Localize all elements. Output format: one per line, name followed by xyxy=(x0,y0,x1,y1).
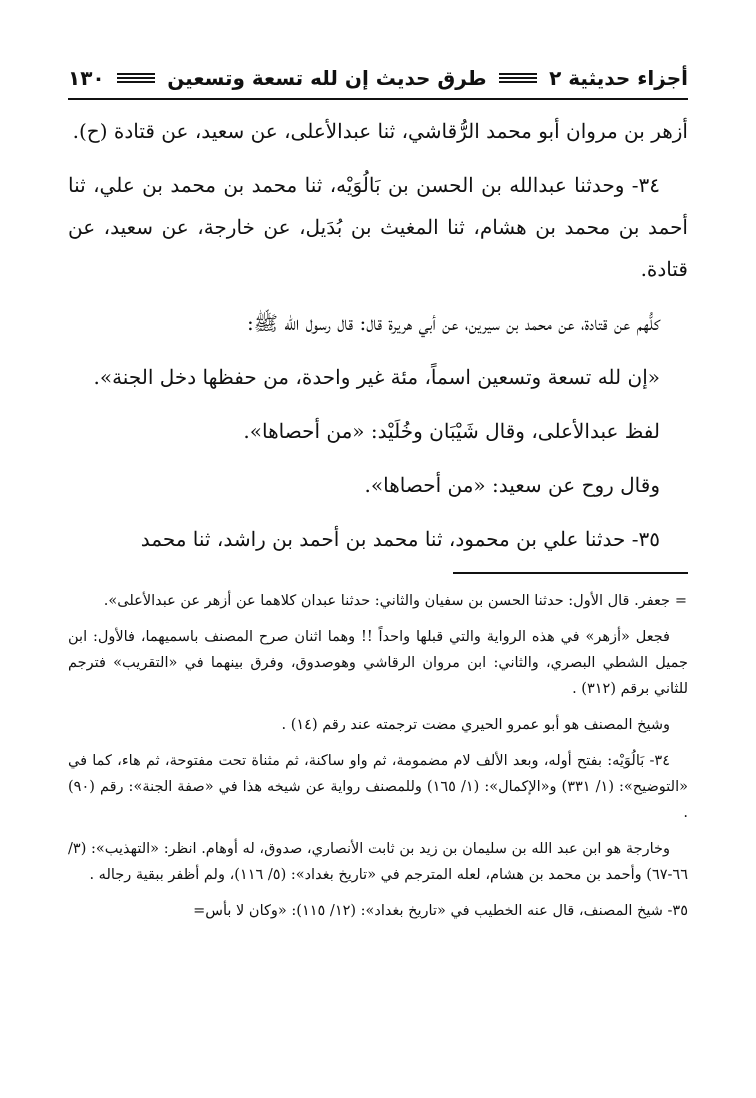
footnote-paragraph-4: ٣٤- بَالُوَيْه: بفتح أوله، وبعد الألف لام مضمومة، ثم واو ساكنة، ثم مثناة تحت مفتوحة، ثم هاء، كما في «التوضيح»: (١/ ٣٣١) و«الإكمال»: (١/ ١٦٥) وللمصنف رواية عن شيخه هذا في «صفة الجنة»: رقم (٩٠) . xyxy=(68,753,688,821)
main-paragraph-2: ٣٤- وحدثنا عبدالله بن الحسن بن بَالُوَيْه، ثنا محمد بن محمد بن علي، ثنا أحمد بن محمد بن هشام، ثنا المغيث بن بُدَيل، عن خارجة، عن سعيد، عن قتادة. xyxy=(68,173,688,281)
main-paragraph-3: كلُّهم عن قتادة، عن محمد بن سيرين، عن أبي هريرة قال: قال رسول الله ﷺ: xyxy=(247,311,660,335)
running-head xyxy=(68,58,688,100)
main-paragraph-4: «إن لله تسعة وتسعين اسماً، مئة غير واحدة، من حفظها دخل الجنة». xyxy=(93,365,660,389)
footnote-text-1: جعفر. قال الأول: حدثنا الحسن بن سفيان والثاني: حدثنا عبدان كلاهما عن أزهر عن عبدالأعلى». xyxy=(103,593,670,609)
footnote-paragraph-1 xyxy=(68,588,688,614)
main-text xyxy=(68,110,688,560)
footnote-paragraph-5: وخارجة هو ابن عبد الله بن سليمان بن زيد بن ثابت الأنصاري، صدوق، له أوهام. انظر: «التهذيب»: (٣/ ٦٦-٦٧) وأحمد بن محمد بن هشام، لعله المترجم في «تاريخ بغداد»: (٥/ ١١٦)، ولم أظفر ببقية رجاله . xyxy=(68,841,688,883)
header-divider-right xyxy=(499,73,537,83)
book-page xyxy=(68,58,688,934)
footnote-paragraph-6: ٣٥- شيخ المصنف، قال عنه الخطيب في «تاريخ بغداد»: (١٢/ ١١٥): «وكان لا بأس= xyxy=(193,903,688,919)
continuation-mark: = xyxy=(674,593,688,609)
footnote-paragraph-2: فجعل «أزهر» في هذه الرواية والتي قبلها واحداً !! وهما اثنان صرح المصنف باسميهما، فالأول: ابن جميل الشطي البصري، والثاني: ابن مروان الرقاشي وهوصدوق، وفرق بينهما في «التقريب» فترجم للثاني برقم (٣١٢) . xyxy=(68,629,688,697)
header-divider-left xyxy=(117,73,155,83)
header-book-title: أجزاء حديثية ٢ xyxy=(549,66,688,90)
main-paragraph-7: ٣٥- حدثنا علي بن محمود، ثنا محمد بن أحمد بن راشد، ثنا محمد xyxy=(140,527,660,551)
footnote-separator xyxy=(453,572,688,574)
footnotes xyxy=(68,588,688,924)
main-paragraph-6: وقال روح عن سعيد: «من أحصاها». xyxy=(364,473,660,497)
main-paragraph-5: لفظ عبدالأعلى، وقال شَيْبَان وخُلَيْد: «من أحصاها». xyxy=(243,419,660,443)
footnote-paragraph-3: وشيخ المصنف هو أبو عمرو الحيري مضت ترجمته عند رقم (١٤) . xyxy=(281,717,670,733)
page-number: ١٣٠ xyxy=(68,66,105,90)
main-paragraph-1: أزهر بن مروان أبو محمد الرُّقاشي، ثنا عبدالأعلى، عن سعيد، عن قتادة (ح). xyxy=(72,119,688,143)
header-chapter-title: طرق حديث إن لله تسعة وتسعين xyxy=(167,66,487,90)
